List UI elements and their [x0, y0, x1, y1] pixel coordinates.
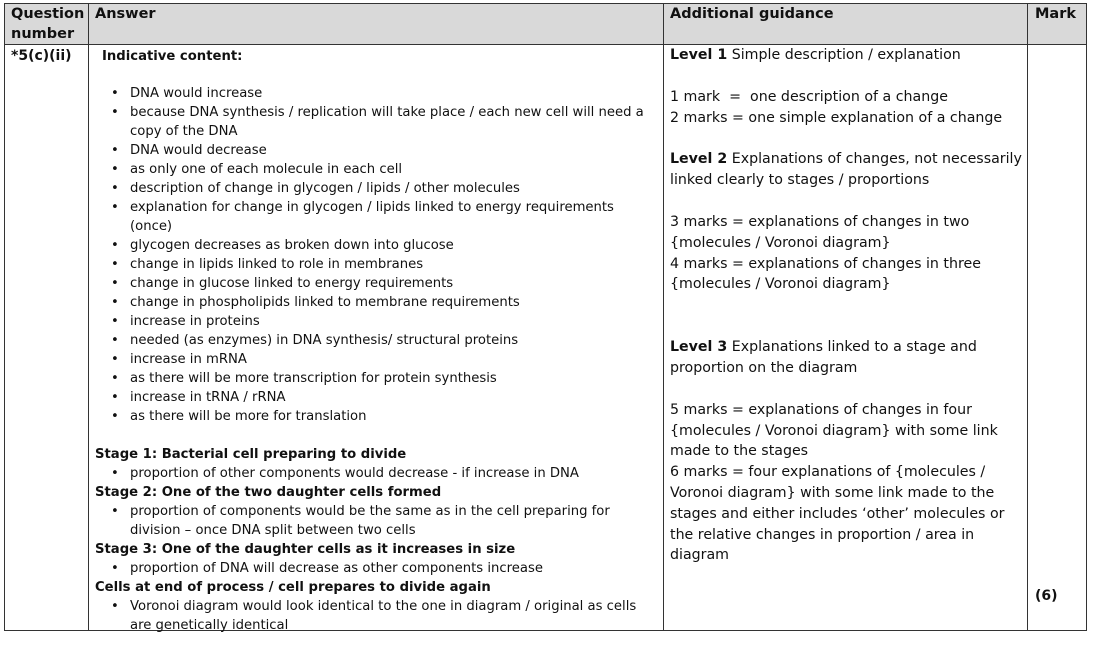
list-item: • proportion of DNA will decrease as other components increase	[95, 559, 657, 578]
level-3-label: Level 3	[670, 339, 728, 356]
list-item: • as there will be more for translation	[95, 407, 657, 426]
list-item: • because DNA synthesis / replication will take place / each new cell will need a copy of the DNA	[95, 103, 657, 141]
level-3-mark-5: 5 marks = explanations of changes in four {molecules / Voronoi diagram} with some link made to the stages	[670, 401, 998, 460]
border-top	[4, 3, 1087, 4]
list-item: • needed (as enzymes) in DNA synthesis/ structural proteins	[95, 331, 657, 350]
question-number: *5(c)(ii)	[11, 48, 72, 64]
stage-2-heading: Stage 2: One of the two daughter cells formed	[95, 485, 442, 500]
list-item: • explanation for change in glycogen / lipids linked to energy requirements (once)	[95, 198, 657, 236]
list-item: • DNA would decrease	[95, 141, 657, 160]
stage-3-list	[95, 559, 657, 578]
list-item: • increase in mRNA	[95, 350, 657, 369]
header-question-number: Question number	[11, 6, 85, 42]
list-item: • DNA would increase	[95, 84, 657, 103]
stage-1-heading: Stage 1: Bacterial cell preparing to divide	[95, 447, 407, 462]
answer-column	[95, 47, 657, 635]
border-right	[1086, 3, 1087, 631]
list-item: • change in lipids linked to role in membranes	[95, 255, 657, 274]
divider-question-answer	[88, 3, 89, 631]
guidance-column	[670, 45, 1022, 566]
header-mark: Mark	[1035, 6, 1077, 22]
list-item: • as only one of each molecule in each cell	[95, 160, 657, 179]
list-item: • description of change in glycogen / lipids / other molecules	[95, 179, 657, 198]
divider-guidance-mark	[1027, 3, 1028, 631]
level-1-mark-2: 2 marks = one simple explanation of a change	[670, 109, 1003, 126]
level-3-mark-6: 6 marks = four explanations of {molecules / Voronoi diagram} with some link made to the stages and either includes ‘other’ molecules or the relative changes in proportion / area in diagram	[670, 464, 1005, 564]
indicative-content-heading: Indicative content:	[102, 49, 243, 64]
list-item: • change in phospholipids linked to membrane requirements	[95, 293, 657, 312]
header-row-background	[5, 3, 1086, 45]
stage-3-heading: Stage 3: One of the daughter cells as it increases in size	[95, 542, 516, 557]
divider-answer-guidance	[663, 3, 664, 631]
list-item: • Voronoi diagram would look identical to the one in diagram / original as cells are genetically identical	[95, 597, 657, 635]
list-item: • proportion of components would be the same as in the cell preparing for division – once DNA split between two cells	[95, 502, 657, 540]
indicative-bullet-list	[95, 84, 657, 426]
level-2-label: Level 2	[670, 151, 728, 168]
level-2-title: Explanations of changes, not necessarily linked clearly to stages / proportions	[670, 151, 1022, 189]
stage-end-heading: Cells at end of process / cell prepares to divide again	[95, 580, 491, 595]
level-3-title: Explanations linked to a stage and proportion on the diagram	[670, 339, 977, 376]
list-item: • glycogen decreases as broken down into glucose	[95, 236, 657, 255]
header-answer: Answer	[95, 6, 156, 22]
level-2-mark-3: 3 marks = explanations of changes in two {molecules / Voronoi diagram}	[670, 213, 970, 251]
level-2-descriptor	[670, 149, 1022, 191]
list-item: • increase in proteins	[95, 312, 657, 331]
level-1-label: Level 1	[670, 47, 728, 63]
stage-end-list	[95, 597, 657, 635]
level-1-descriptor	[670, 45, 1022, 66]
level-1-mark-1: 1 mark = one description of a change	[670, 88, 948, 105]
border-left	[4, 3, 5, 631]
header-additional-guidance: Additional guidance	[670, 6, 834, 22]
level-2-mark-4: 4 marks = explanations of changes in three {molecules / Voronoi diagram}	[670, 255, 981, 293]
level-1-title: Simple description / explanation	[731, 47, 961, 63]
list-item: • as there will be more transcription for protein synthesis	[95, 369, 657, 388]
level-3-descriptor	[670, 337, 1022, 379]
stage-1-list	[95, 464, 657, 483]
list-item: • proportion of other components would decrease - if increase in DNA	[95, 464, 657, 483]
stage-2-list	[95, 502, 657, 540]
total-mark: (6)	[1035, 588, 1058, 604]
list-item: • change in glucose linked to energy requirements	[95, 274, 657, 293]
list-item: • increase in tRNA / rRNA	[95, 388, 657, 407]
